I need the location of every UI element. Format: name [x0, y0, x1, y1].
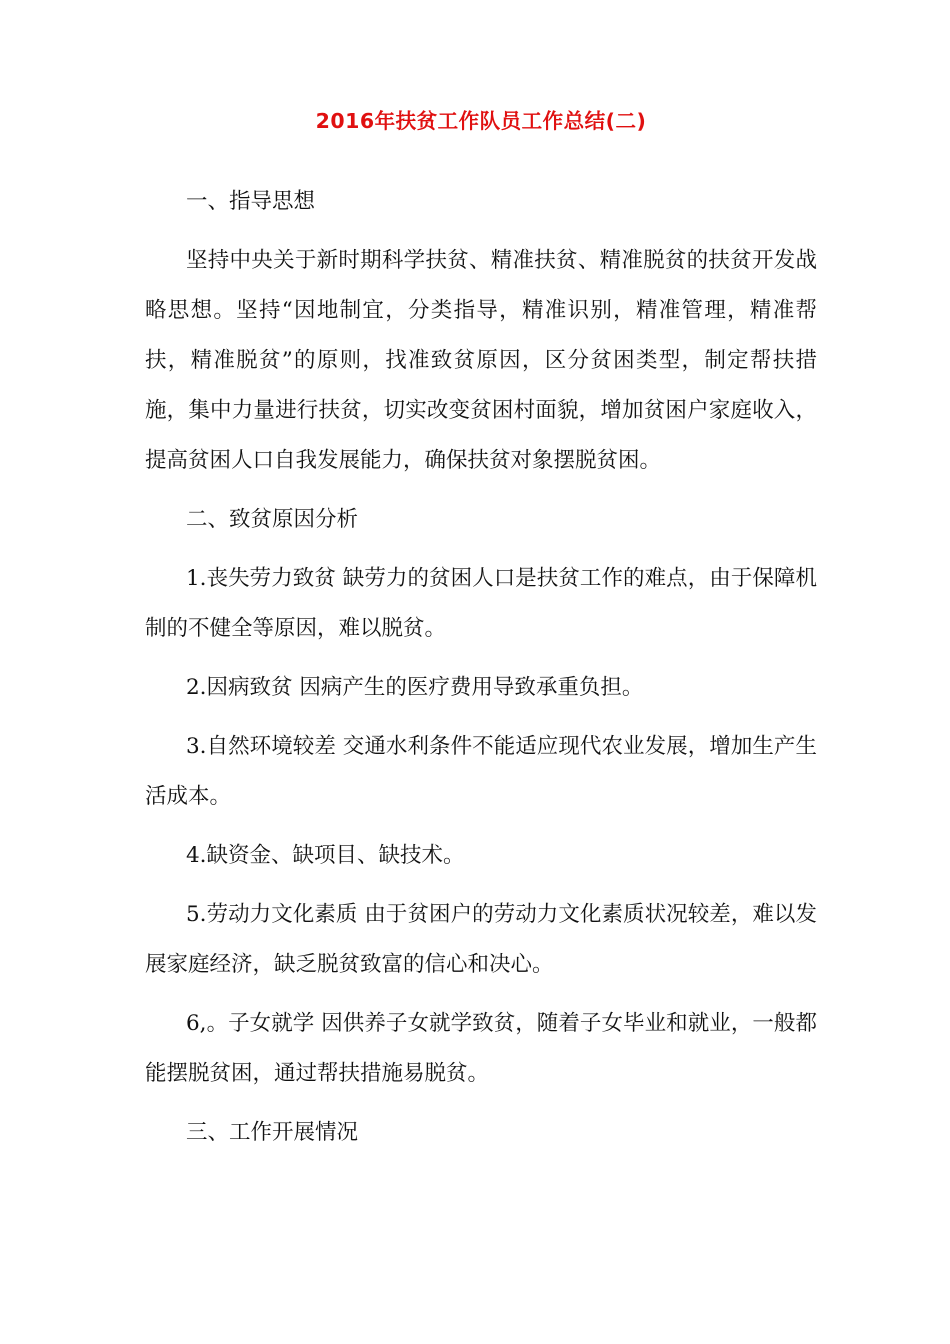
document-title: 2016年扶贫工作队员工作总结(二) — [315, 109, 647, 133]
paragraph-cause-1: 1.丧失劳力致贫 缺劳力的贫困人口是扶贫工作的难点，由于保障机制的不健全等原因，难以脱贫。 — [145, 566, 817, 641]
paragraph-cause-3: 3.自然环境较差 交通水利条件不能适应现代农业发展，增加生产生活成本。 — [145, 734, 817, 809]
section-heading-work-progress: 三、工作开展情况 — [186, 1120, 359, 1145]
paragraph-strategy: 坚持中央关于新时期科学扶贫、精准扶贫、精准脱贫的扶贫开发战略思想。坚持“因地制宜，分类指导，精准识别，精准管理，精准帮扶，精准脱贫”的原则，找准致贫原因，区分贫困类型，制定帮扶措施，集中力量进行扶贫，切实改变贫困村面貌，增加贫困户家庭收入，提高贫困人口自我发展能力，确保扶贫对象摆脱贫困。 — [145, 248, 817, 473]
section-heading-guiding-ideology: 一、指导思想 — [186, 189, 316, 214]
paragraph-cause-2: 2.因病致贫 因病产生的医疗费用导致承重负担。 — [186, 675, 644, 700]
section-heading-poverty-causes: 二、致贫原因分析 — [186, 507, 359, 532]
document-body — [145, 103, 817, 1167]
paragraph-cause-5: 5.劳动力文化素质 由于贫困户的劳动力文化素质状况较差，难以发展家庭经济，缺乏脱贫致富的信心和决心。 — [145, 902, 817, 977]
paragraph-cause-6: 6,。子女就学 因供养子女就学致贫，随着子女毕业和就业，一般都能摆脱贫困，通过帮扶措施易脱贫。 — [145, 1011, 817, 1086]
paragraph-cause-4: 4.缺资金、缺项目、缺技术。 — [186, 843, 465, 868]
